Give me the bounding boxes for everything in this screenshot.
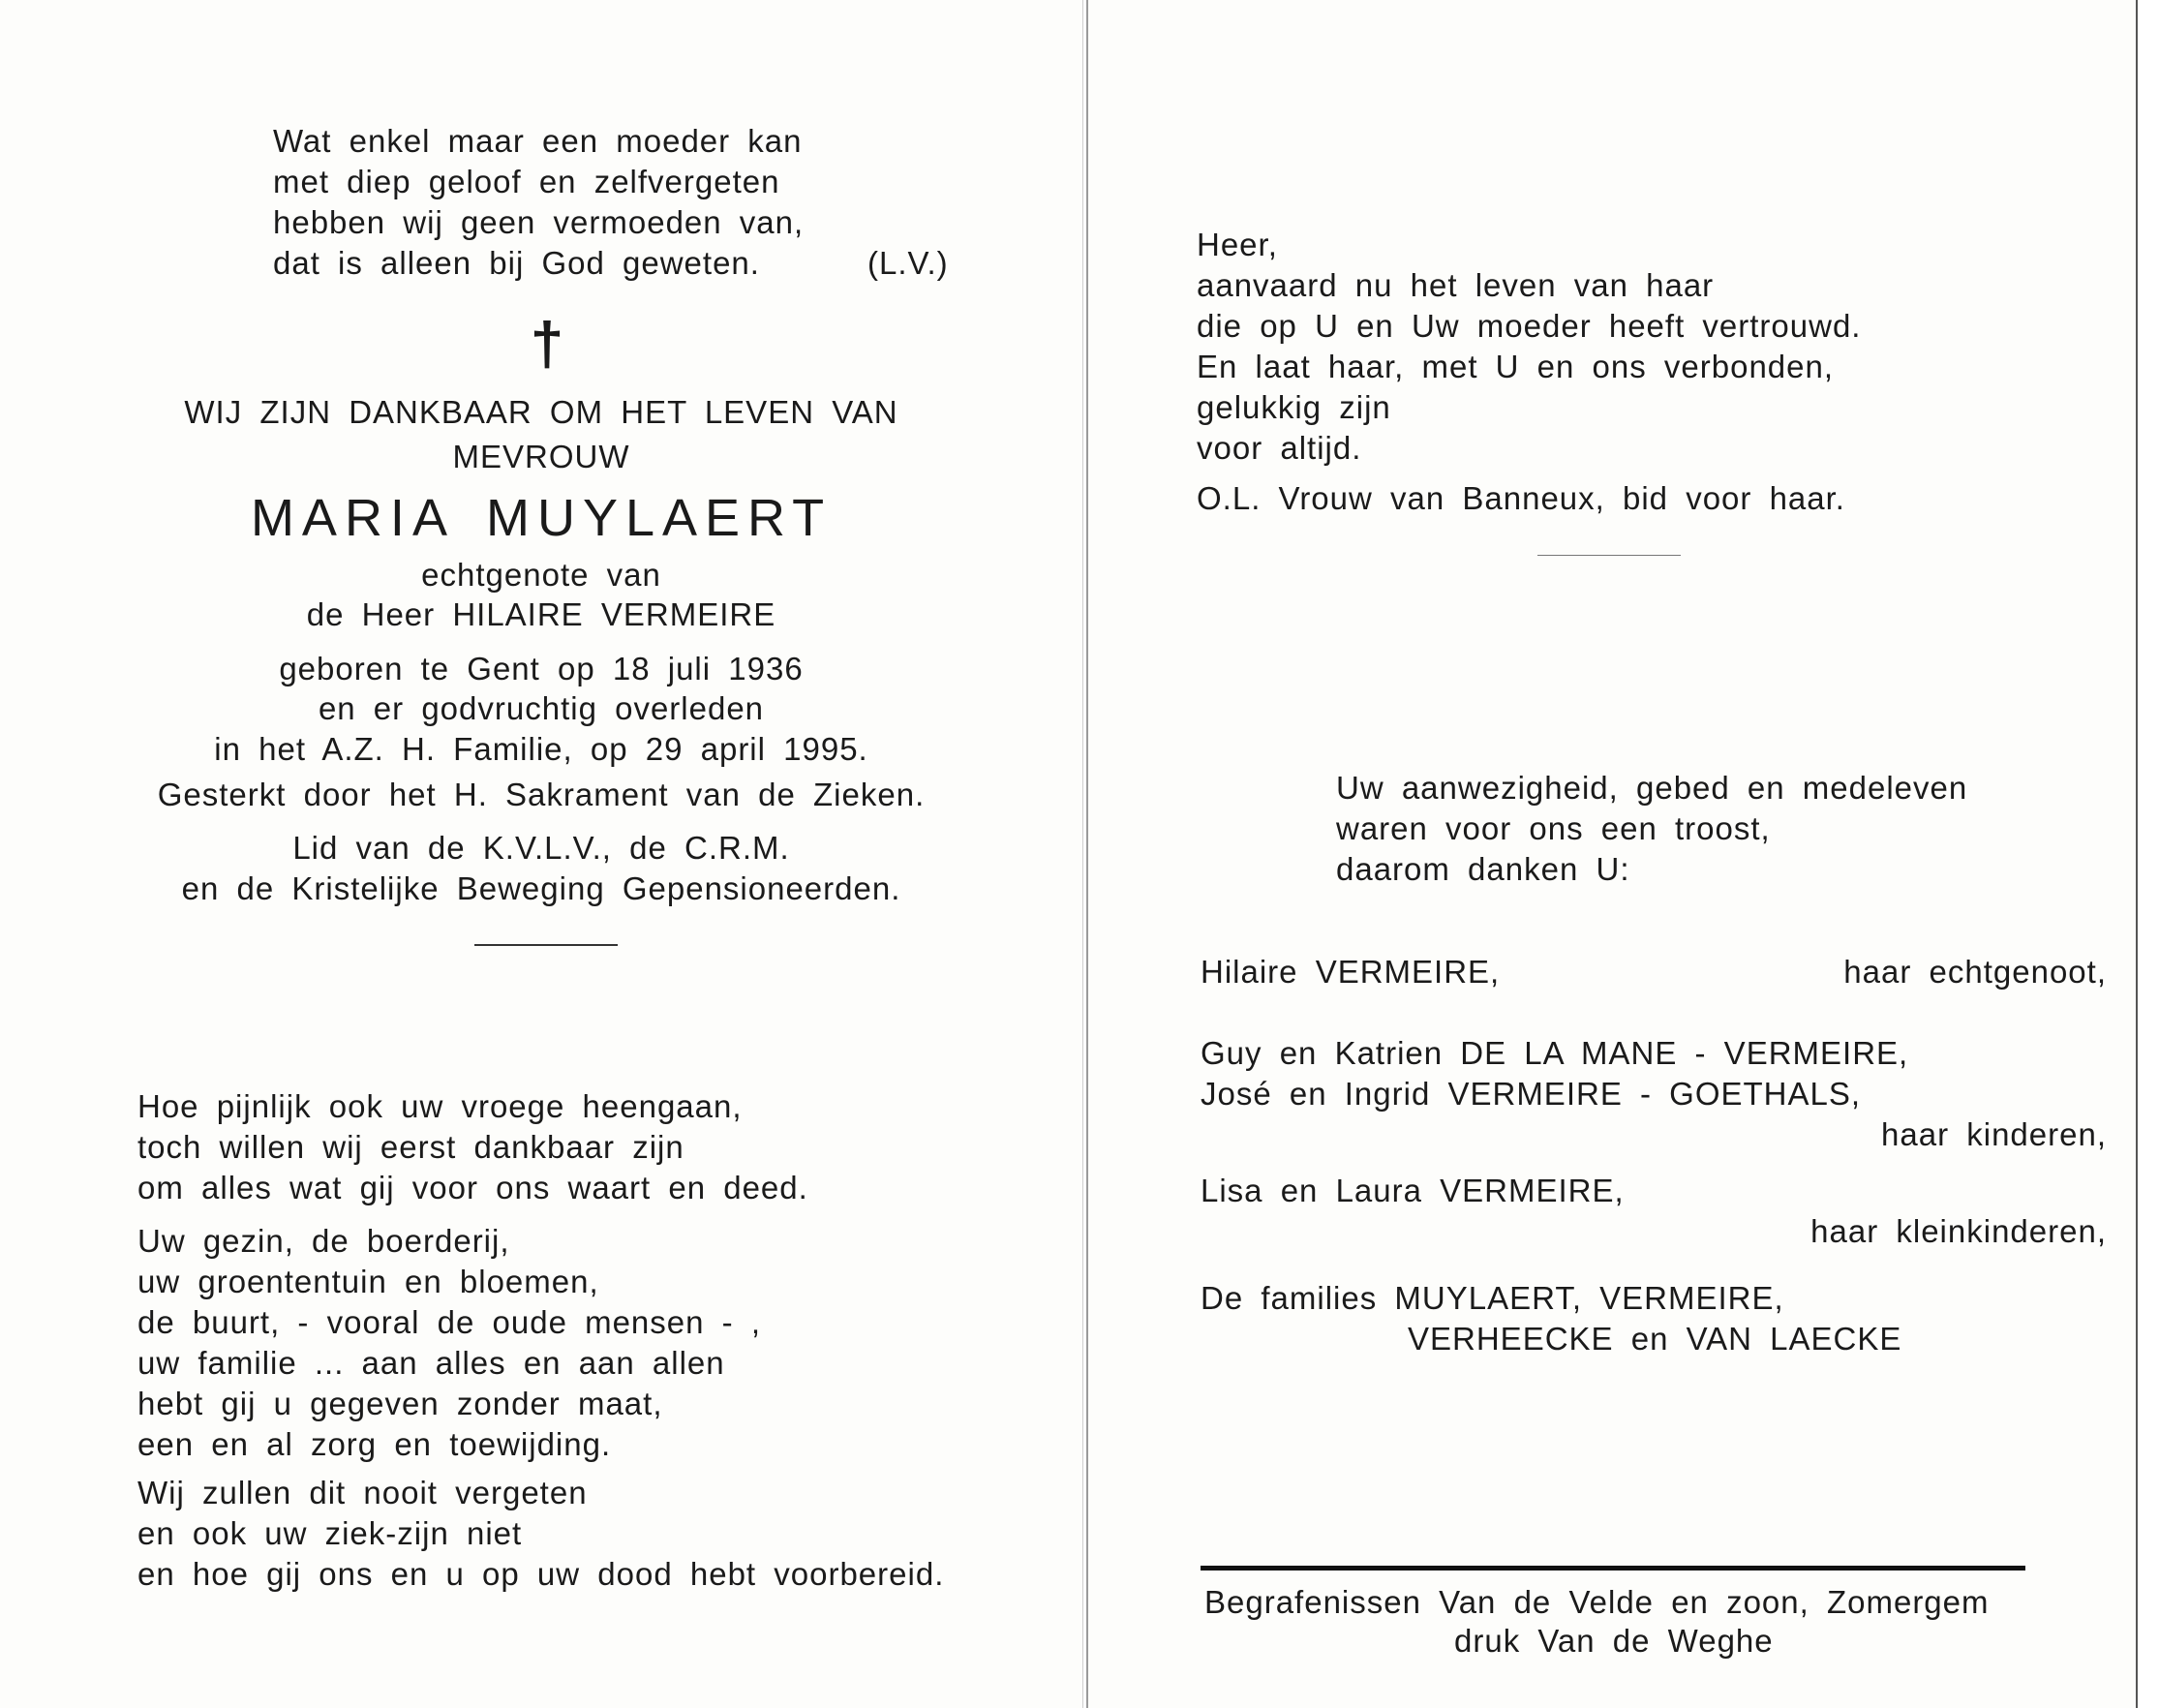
poem-line: toch willen wij eerst dankbaar zijn	[137, 1129, 684, 1165]
thanks-line: waren voor ons een troost,	[1336, 810, 1771, 846]
grandchildren-names: Lisa en Laura VERMEIRE,	[1201, 1173, 1625, 1208]
divider	[1537, 555, 1681, 556]
footer-rule	[1201, 1566, 2025, 1571]
children-role: haar kinderen,	[1881, 1116, 2107, 1152]
spouse-line-1: echtgenote van	[421, 557, 661, 593]
poem-line: om alles wat gij voor ons waart en deed.	[137, 1170, 808, 1205]
child-line: José en Ingrid VERMEIRE - GOETHALS,	[1201, 1076, 1862, 1112]
card-outer-edge	[2136, 0, 2159, 1708]
undertaker: Begrafenissen Van de Velde en zoon, Zomergem	[1204, 1584, 1990, 1620]
poem-line: en ook uw ziek-zijn niet	[137, 1515, 523, 1551]
poem-line: uw familie ... aan alles en aan allen	[137, 1345, 725, 1381]
poem-line: uw groententuin en bloemen,	[137, 1264, 599, 1299]
deceased-name: MARIA MUYLAERT	[250, 489, 833, 547]
death-line-1: en er godvruchtig overleden	[318, 690, 765, 726]
heading-line-1: WIJ ZIJN DANKBAAR OM HET LEVEN VAN	[184, 394, 898, 430]
prayer-line: En laat haar, met U en ons verbonden,	[1197, 349, 1835, 384]
thanks-line: Uw aanwezigheid, gebed en medeleven	[1336, 770, 1968, 806]
poem-line: Wij zullen dit nooit vergeten	[137, 1475, 588, 1510]
invocation: O.L. Vrouw van Banneux, bid voor haar.	[1197, 480, 1845, 516]
prayer-line: gelukkig zijn	[1197, 389, 1391, 425]
poem-line: de buurt, - vooral de oude mensen - ,	[137, 1304, 761, 1340]
thanks-text	[1336, 768, 1967, 890]
poem-line: hebben wij geen vermoeden van,	[273, 204, 805, 240]
heading-line-2: MEVROUW	[452, 439, 630, 474]
prayer-line: Heer,	[1197, 227, 1278, 262]
poem-stanza-3	[137, 1473, 944, 1595]
opening-poem	[273, 121, 804, 284]
divider	[474, 944, 618, 946]
poem-line: dat is alleen bij God geweten.	[273, 245, 760, 281]
birth-line: geboren te Gent op 18 juli 1936	[279, 651, 804, 686]
poem-stanza-1	[137, 1086, 808, 1208]
poem-line: Wat enkel maar een moeder kan	[273, 123, 803, 159]
families-line-2: VERHEECKE en VAN LAECKE	[1408, 1321, 1902, 1357]
grandchildren-role: haar kleinkinderen,	[1810, 1213, 2107, 1249]
death-line-2: in het A.Z. H. Familie, op 29 april 1995.	[214, 731, 868, 767]
poem-stanza-2	[137, 1221, 761, 1465]
poem-line: en hoe gij ons en u op uw dood hebt voorbereid.	[137, 1556, 945, 1592]
sacrament-line: Gesterkt door het H. Sakrament van de Zieken.	[157, 777, 926, 812]
membership-line-2: en de Kristelijke Beweging Gepensioneerden.	[181, 870, 901, 906]
prayer	[1197, 225, 1861, 469]
spouse-name: Hilaire VERMEIRE,	[1201, 954, 1501, 990]
poem-line: een en al zorg en toewijding.	[137, 1426, 612, 1462]
prayer-line: die op U en Uw moeder heeft vertrouwd.	[1197, 308, 1862, 344]
poem-attribution: (L.V.)	[867, 245, 949, 281]
membership-line-1: Lid van de K.V.L.V., de C.R.M.	[292, 830, 790, 866]
printer: druk Van de Weghe	[1454, 1623, 1774, 1659]
poem-line: Hoe pijnlijk ook uw vroege heengaan,	[137, 1088, 743, 1124]
prayer-line: aanvaard nu het leven van haar	[1197, 267, 1715, 303]
families-line-1: De families MUYLAERT, VERMEIRE,	[1201, 1280, 1784, 1316]
poem-line: Uw gezin, de boerderij,	[137, 1223, 510, 1259]
poem-line: hebt gij u gegeven zonder maat,	[137, 1386, 663, 1421]
child-line: Guy en Katrien DE LA MANE - VERMEIRE,	[1201, 1035, 1909, 1071]
right-page	[1086, 0, 2140, 1708]
prayer-line: voor altijd.	[1197, 430, 1362, 466]
spouse-line-2: de Heer HILAIRE VERMEIRE	[306, 596, 776, 632]
spouse-role: haar echtgenoot,	[1843, 954, 2107, 990]
poem-line: met diep geloof en zelfvergeten	[273, 164, 780, 199]
cross-icon: †	[530, 311, 564, 378]
children-names	[1201, 1033, 1908, 1114]
thanks-line: daarom danken U:	[1336, 851, 1630, 887]
